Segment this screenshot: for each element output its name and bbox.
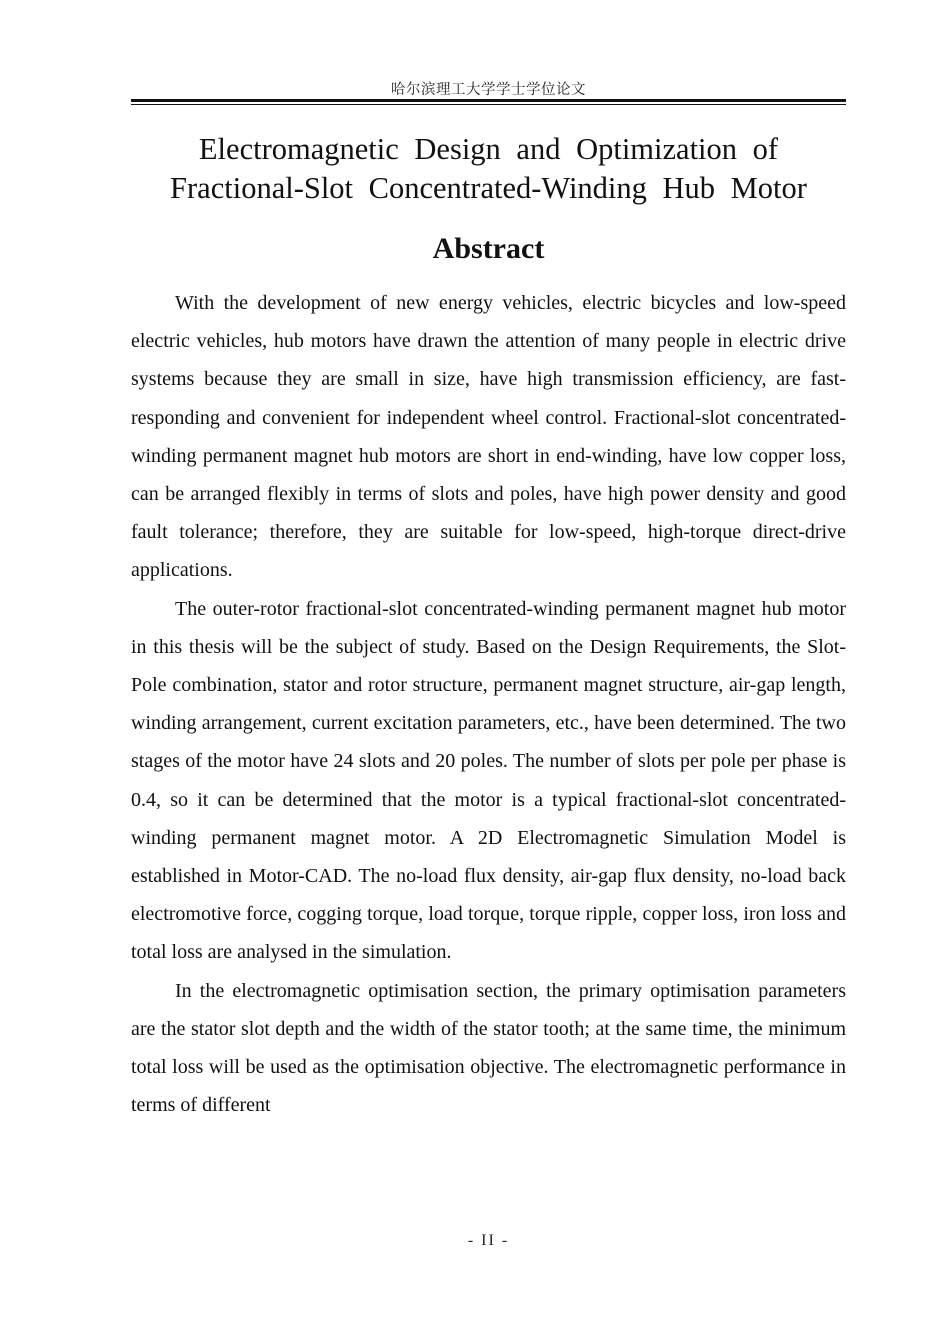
abstract-paragraph-2: The outer-rotor fractional-slot concentrated-winding permanent magnet hub motor in this thesis will be the subject of study. Based on the Design Requirements, the Slot-Pole combination, stator and rotor structure, permanent magnet structure, air-gap length, winding arrangement, current excitation parameters, etc., have been determined. The two stages of the motor have 24 slots and 20 poles. The number of slots per pole per phase is 0.4, so it can be determined that the motor is a typical fractional-slot concentrated-winding permanent magnet motor. A 2D Electromagnetic Simulation Model is established in Motor-CAD. The no-load flux density, air-gap flux density, no-load back electromotive force, cogging torque, load torque, torque ripple, copper loss, iron loss and total loss are analysed in the simulation. — [131, 597, 846, 964]
abstract-body — [131, 284, 846, 1124]
abstract-paragraph-1: With the development of new energy vehicles, electric bicycles and low-speed electric vehicles, hub motors have drawn the attention of many people in electric drive systems because they are small in size, have high transmission efficiency, are fast-responding and convenient for independent wheel control. Fractional-slot concentrated-winding permanent magnet hub motors are short in end-winding, have low copper loss, can be arranged flexibly in terms of slots and poles, have high power density and good fault tolerance; therefore, they are suitable for low-speed, high-torque direct-drive applications. — [131, 292, 846, 582]
title-line-2: Fractional-Slot Concentrated-Winding Hub Motor — [170, 171, 807, 205]
abstract-paragraph-3: In the electromagnetic optimisation section, the primary optimisation parameters are the stator slot depth and the width of the stator tooth; at the same time, the minimum total loss will be used as the optimisation objective. The electromagnetic performance in terms of different — [131, 979, 846, 1117]
header-rule-thin — [131, 104, 846, 105]
header-rule-thick — [131, 99, 846, 102]
abstract-heading: Abstract — [432, 232, 545, 265]
running-header: 哈尔滨理工大学学士学位论文 — [391, 82, 586, 98]
thesis-title — [131, 130, 846, 208]
title-line-1: Electromagnetic Design and Optimization of — [198, 132, 779, 166]
page-number: - II - — [467, 1232, 510, 1249]
